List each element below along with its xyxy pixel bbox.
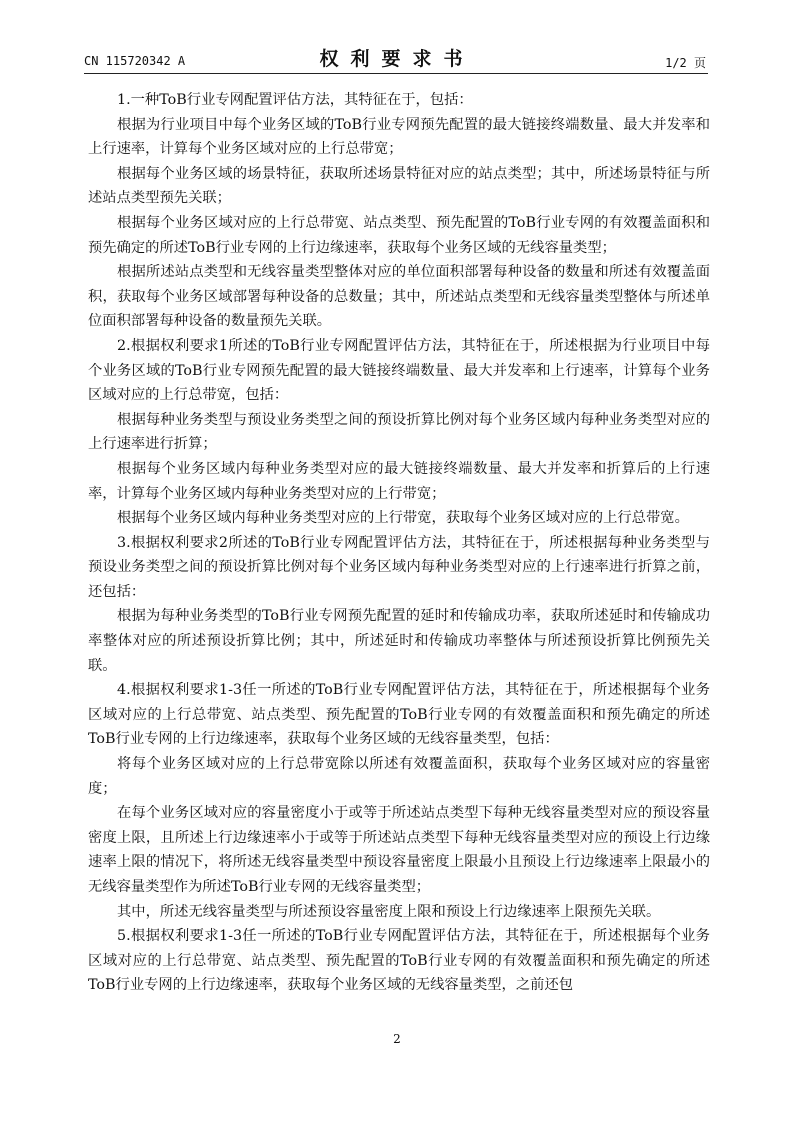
- paragraph-claim-5: 5.根据权利要求1-3任一所述的ToB行业专网配置评估方法，其特征在于，所述根据每个业务区域对应的上行总带宽、站点类型、预先配置的ToB行业专网的有效覆盖面积和预先确定的所述ToB行业专网的上行边缘速率，获取每个业务区域的无线容量类型，之前还包: [88, 928, 710, 994]
- paragraph-claim-3: 3.根据权利要求2所述的ToB行业专网配置评估方法，其特征在于，所述根据每种业务类型与预设业务类型之间的预设折算比例对每个业务区域内每种业务类型对应的上行速率进行折算之前，还包括：: [88, 534, 710, 600]
- paragraph: 将每个业务区域对应的上行总带宽除以所述有效覆盖面积，获取每个业务区域对应的容量密度；: [88, 756, 710, 797]
- page-number: 2: [393, 1032, 401, 1046]
- header-divider: [84, 73, 708, 74]
- page-title: 权利要求书: [319, 48, 475, 70]
- paragraph: 在每个业务区域对应的容量密度小于或等于所述站点类型下每种无线容量类型对应的预设容量密度上限，且所述上行边缘速率小于或等于所述站点类型下每种无线容量类型对应的预设上行边缘速率上限的情况下，将所述无线容量类型中预设容量密度上限最小且预设上行边缘速率上限最小的无线容量类型作为所述ToB行业专网的无线容量类型；: [88, 805, 710, 895]
- page-info: 1/2 页: [665, 56, 706, 70]
- paragraph: 根据每个业务区域的场景特征，获取所述场景特征对应的站点类型；其中，所述场景特征与所述站点类型预先关联；: [88, 165, 710, 207]
- paragraph: 根据所述站点类型和无线容量类型整体对应的单位面积部署每种设备的数量和所述有效覆盖面积，获取每个业务区域部署每种设备的总数量；其中，所述站点类型和无线容量类型整体与所述单位面积部署每种设备的数量预先关联。: [88, 264, 710, 330]
- paragraph: 根据为每种业务类型的ToB行业专网预先配置的延时和传输成功率，获取所述延时和传输成功率整体对应的所述预设折算比例；其中，所述延时和传输成功率整体与所述预设折算比例预先关联。: [88, 608, 710, 674]
- document-number: CN 115720342 A: [84, 54, 186, 68]
- paragraph-claim-1: 1.一种ToB行业专网配置评估方法，其特征在于，包括：: [117, 92, 473, 108]
- claims-body: [88, 88, 710, 998]
- paragraph-claim-4: 4.根据权利要求1-3任一所述的ToB行业专网配置评估方法，其特征在于，所述根据每个业务区域对应的上行总带宽、站点类型、预先配置的ToB行业专网的有效覆盖面积和预先确定的所述ToB行业专网的上行边缘速率，获取每个业务区域的无线容量类型，包括：: [88, 682, 710, 748]
- paragraph: 其中，所述无线容量类型与所述预设容量密度上限和预设上行边缘速率上限预先关联。: [117, 903, 661, 920]
- paragraph: 根据每个业务区域内每种业务类型对应的最大链接终端数量、最大并发率和折算后的上行速率，计算每个业务区域内每种业务类型对应的上行带宽；: [88, 460, 710, 502]
- paragraph: 根据每个业务区域对应的上行总带宽、站点类型、预先配置的ToB行业专网的有效覆盖面积和预先确定的所述ToB行业专网的上行边缘速率，获取每个业务区域的无线容量类型；: [88, 214, 710, 256]
- paragraph: 根据每种业务类型与预设业务类型之间的预设折算比例对每个业务区域内每种业务类型对应的上行速率进行折算；: [88, 411, 710, 453]
- paragraph: 根据为行业项目中每个业务区域的ToB行业专网预先配置的最大链接终端数量、最大并发率和上行速率，计算每个业务区域对应的上行总带宽；: [88, 116, 710, 158]
- paragraph: 根据每个业务区域内每种业务类型对应的上行带宽，获取每个业务区域对应的上行总带宽。: [117, 510, 689, 527]
- paragraph-claim-2: 2.根据权利要求1所述的ToB行业专网配置评估方法，其特征在于，所述根据为行业项目中每个业务区域的ToB行业专网预先配置的最大链接终端数量、最大并发率和上行速率，计算每个业务区域对应的上行总带宽，包括：: [88, 337, 710, 404]
